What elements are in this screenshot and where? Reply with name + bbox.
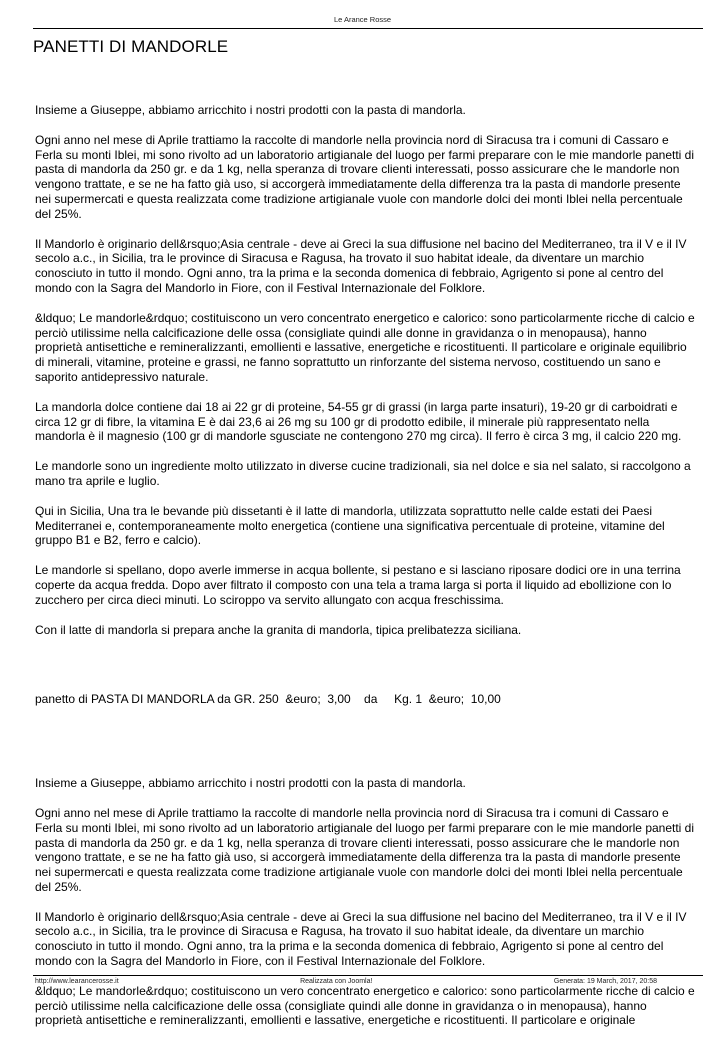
paragraph: Ogni anno nel mese di Aprile trattiamo la raccolte di mandorle nella provincia nord di Siracusa tra i comuni di Cassaro e Ferla su monti Iblei, mi sono rivolto ad un laboratorio artigianale del luogo per farmi preparare con le mie mandorle panetti di pasta di mandorla da 250 gr. e da 1 kg, nella speranza di trovare clienti interessati, posso assicurare che le mandorle non vengono trattate, e se ne ha fatto già uso, si accorgerà immediatamente della differenza tra la pasta di mandorle presente nei supermercati e questa realizzata come tradizione artigianale vuole con mandorle dolci dei monti Iblei nella percentuale del 25%.	[35, 805, 695, 894]
header-divider	[33, 28, 703, 29]
paragraph: Ogni anno nel mese di Aprile trattiamo la raccolte di mandorle nella provincia nord di Siracusa tra i comuni di Cassaro e Ferla su monti Iblei, mi sono rivolto ad un laboratorio artigianale del luogo per farmi preparare con le mie mandorle panetti di pasta di mandorla da 250 gr. e da 1 kg, nella speranza di trovare clienti interessati, posso assicurare che le mandorle non vengono trattate, e se ne ha fatto già uso, si accorgerà immediatamente della differenza tra la pasta di mandorle presente nei supermercati e questa realizzata come tradizione artigianale vuole con mandorle dolci dei monti Iblei nella percentuale del 25%.	[35, 132, 695, 221]
paragraph: &ldquo; Le mandorle&rdquo; costituiscono un vero concentrato energetico e calorico: sono particolarmente ricche di calcio e perciò utilissime nella calcificazione delle ossa (consigliate quindi alle donne in gravidanza o in menopausa), hanno proprietà antisettiche e remineralizzanti, emollienti e lassative, energetiche e ricostituenti. Il particolare e originale	[35, 983, 695, 1028]
footer-url: http://www.learancerosse.it	[35, 978, 119, 985]
footer-made-with: Realizzata con Joomla!	[300, 978, 373, 985]
page-title: PANETTI DI MANDORLE	[33, 37, 229, 56]
paragraph: Le mandorle sono un ingrediente molto utilizzato in diverse cucine tradizionali, sia nel dolce e sia nel salato, si raccolgono a mano tra aprile e luglio.	[35, 459, 691, 488]
site-header: Le Arance Rosse	[333, 15, 392, 24]
footer-generated: Generata: 19 March, 2017, 20:58	[553, 978, 657, 985]
article-body	[35, 103, 695, 1043]
footer-divider	[33, 975, 703, 976]
paragraph: Il Mandorlo è originario dell&rsquo;Asia centrale - deve ai Greci la sua diffusione nel bacino del Mediterraneo, tra il V e il IV secolo a.c., in Sicilia, tra le province di Siracusa e Ragusa, ha trovato il suo habitat ideale, da diventare un marchio conosciuto in tutto il mondo. Ogni anno, tra la prima e la seconda domenica di febbraio, Agrigento si pone al centro del mondo con la Sagra del Mandorlo in Fiore, con il Festival Internazionale del Folklore.	[35, 909, 687, 969]
paragraph: Qui in Sicilia, Una tra le bevande più dissetanti è il latte di mandorla, utilizzata soprattutto nelle calde estati dei Paesi Mediterranei e, contemporaneamente molto energetica (contiene una significativa percentuale di proteine, vitamine del gruppo B1 e B2, ferro e calcio).	[35, 503, 665, 548]
page-footer	[35, 978, 657, 985]
paragraph: &ldquo; Le mandorle&rdquo; costituiscono un vero concentrato energetico e calorico: sono particolarmente ricche di calcio e perciò utilissime nella calcificazione delle ossa (consigliate quindi alle donne in gravidanza o in menopausa), hanno proprietà antisettiche e remineralizzanti, emollienti e lassative, energetiche e ricostituenti. Il particolare e originale equilibrio di minerali, vitamine, proteine e grassi, ne fanno soprattutto un rinforzante del sistema nervoso, costituendo un sano e saporito antidepressivo naturale.	[35, 310, 695, 384]
paragraph: Insieme a Giuseppe, abbiamo arricchito i nostri prodotti con la pasta di mandorla.	[35, 776, 466, 791]
paragraph: Le mandorle si spellano, dopo averle immerse in acqua bollente, si pestano e si lasciano riposare dodici ore in una terrina coperte da acqua fredda. Dopo aver filtrato il composto con una tela a trama larga si porta il liquido ad ebollizione con lo zucchero per circa dieci minuti. Lo sciroppo va servito allungato con acqua freschissima.	[35, 563, 681, 607]
price-line: panetto di PASTA DI MANDORLA da GR. 250 &euro; 3,00 da Kg. 1 &euro; 10,00	[35, 692, 501, 707]
paragraph: La mandorla dolce contiene dai 18 ai 22 gr di proteine, 54-55 gr di grassi (in larga parte insaturi), 19-20 gr di carboidrati e circa 12 gr di fibre, la vitamina E è dai 23,6 ai 26 mg su 100 gr di prodotto edibile, il minerale più rappresentato nella mandorla è il magnesio (100 gr di mandorle sgusciate ne contengono 270 mg circa). Il ferro è circa 3 mg, il calcio 220 mg.	[35, 399, 682, 444]
paragraph: Con il latte di mandorla si prepara anche la granita di mandorla, tipica prelibatezza siciliana.	[35, 622, 522, 637]
paragraph: Il Mandorlo è originario dell&rsquo;Asia centrale - deve ai Greci la sua diffusione nel bacino del Mediterraneo, tra il V e il IV secolo a.c., in Sicilia, tra le province di Siracusa e Ragusa, ha trovato il suo habitat ideale, da diventare un marchio conosciuto in tutto il mondo. Ogni anno, tra la prima e la seconda domenica di febbraio, Agrigento si pone al centro del mondo con la Sagra del Mandorlo in Fiore, con il Festival Internazionale del Folklore.	[35, 236, 687, 295]
paragraph: Insieme a Giuseppe, abbiamo arricchito i nostri prodotti con la pasta di mandorla.	[35, 103, 466, 117]
